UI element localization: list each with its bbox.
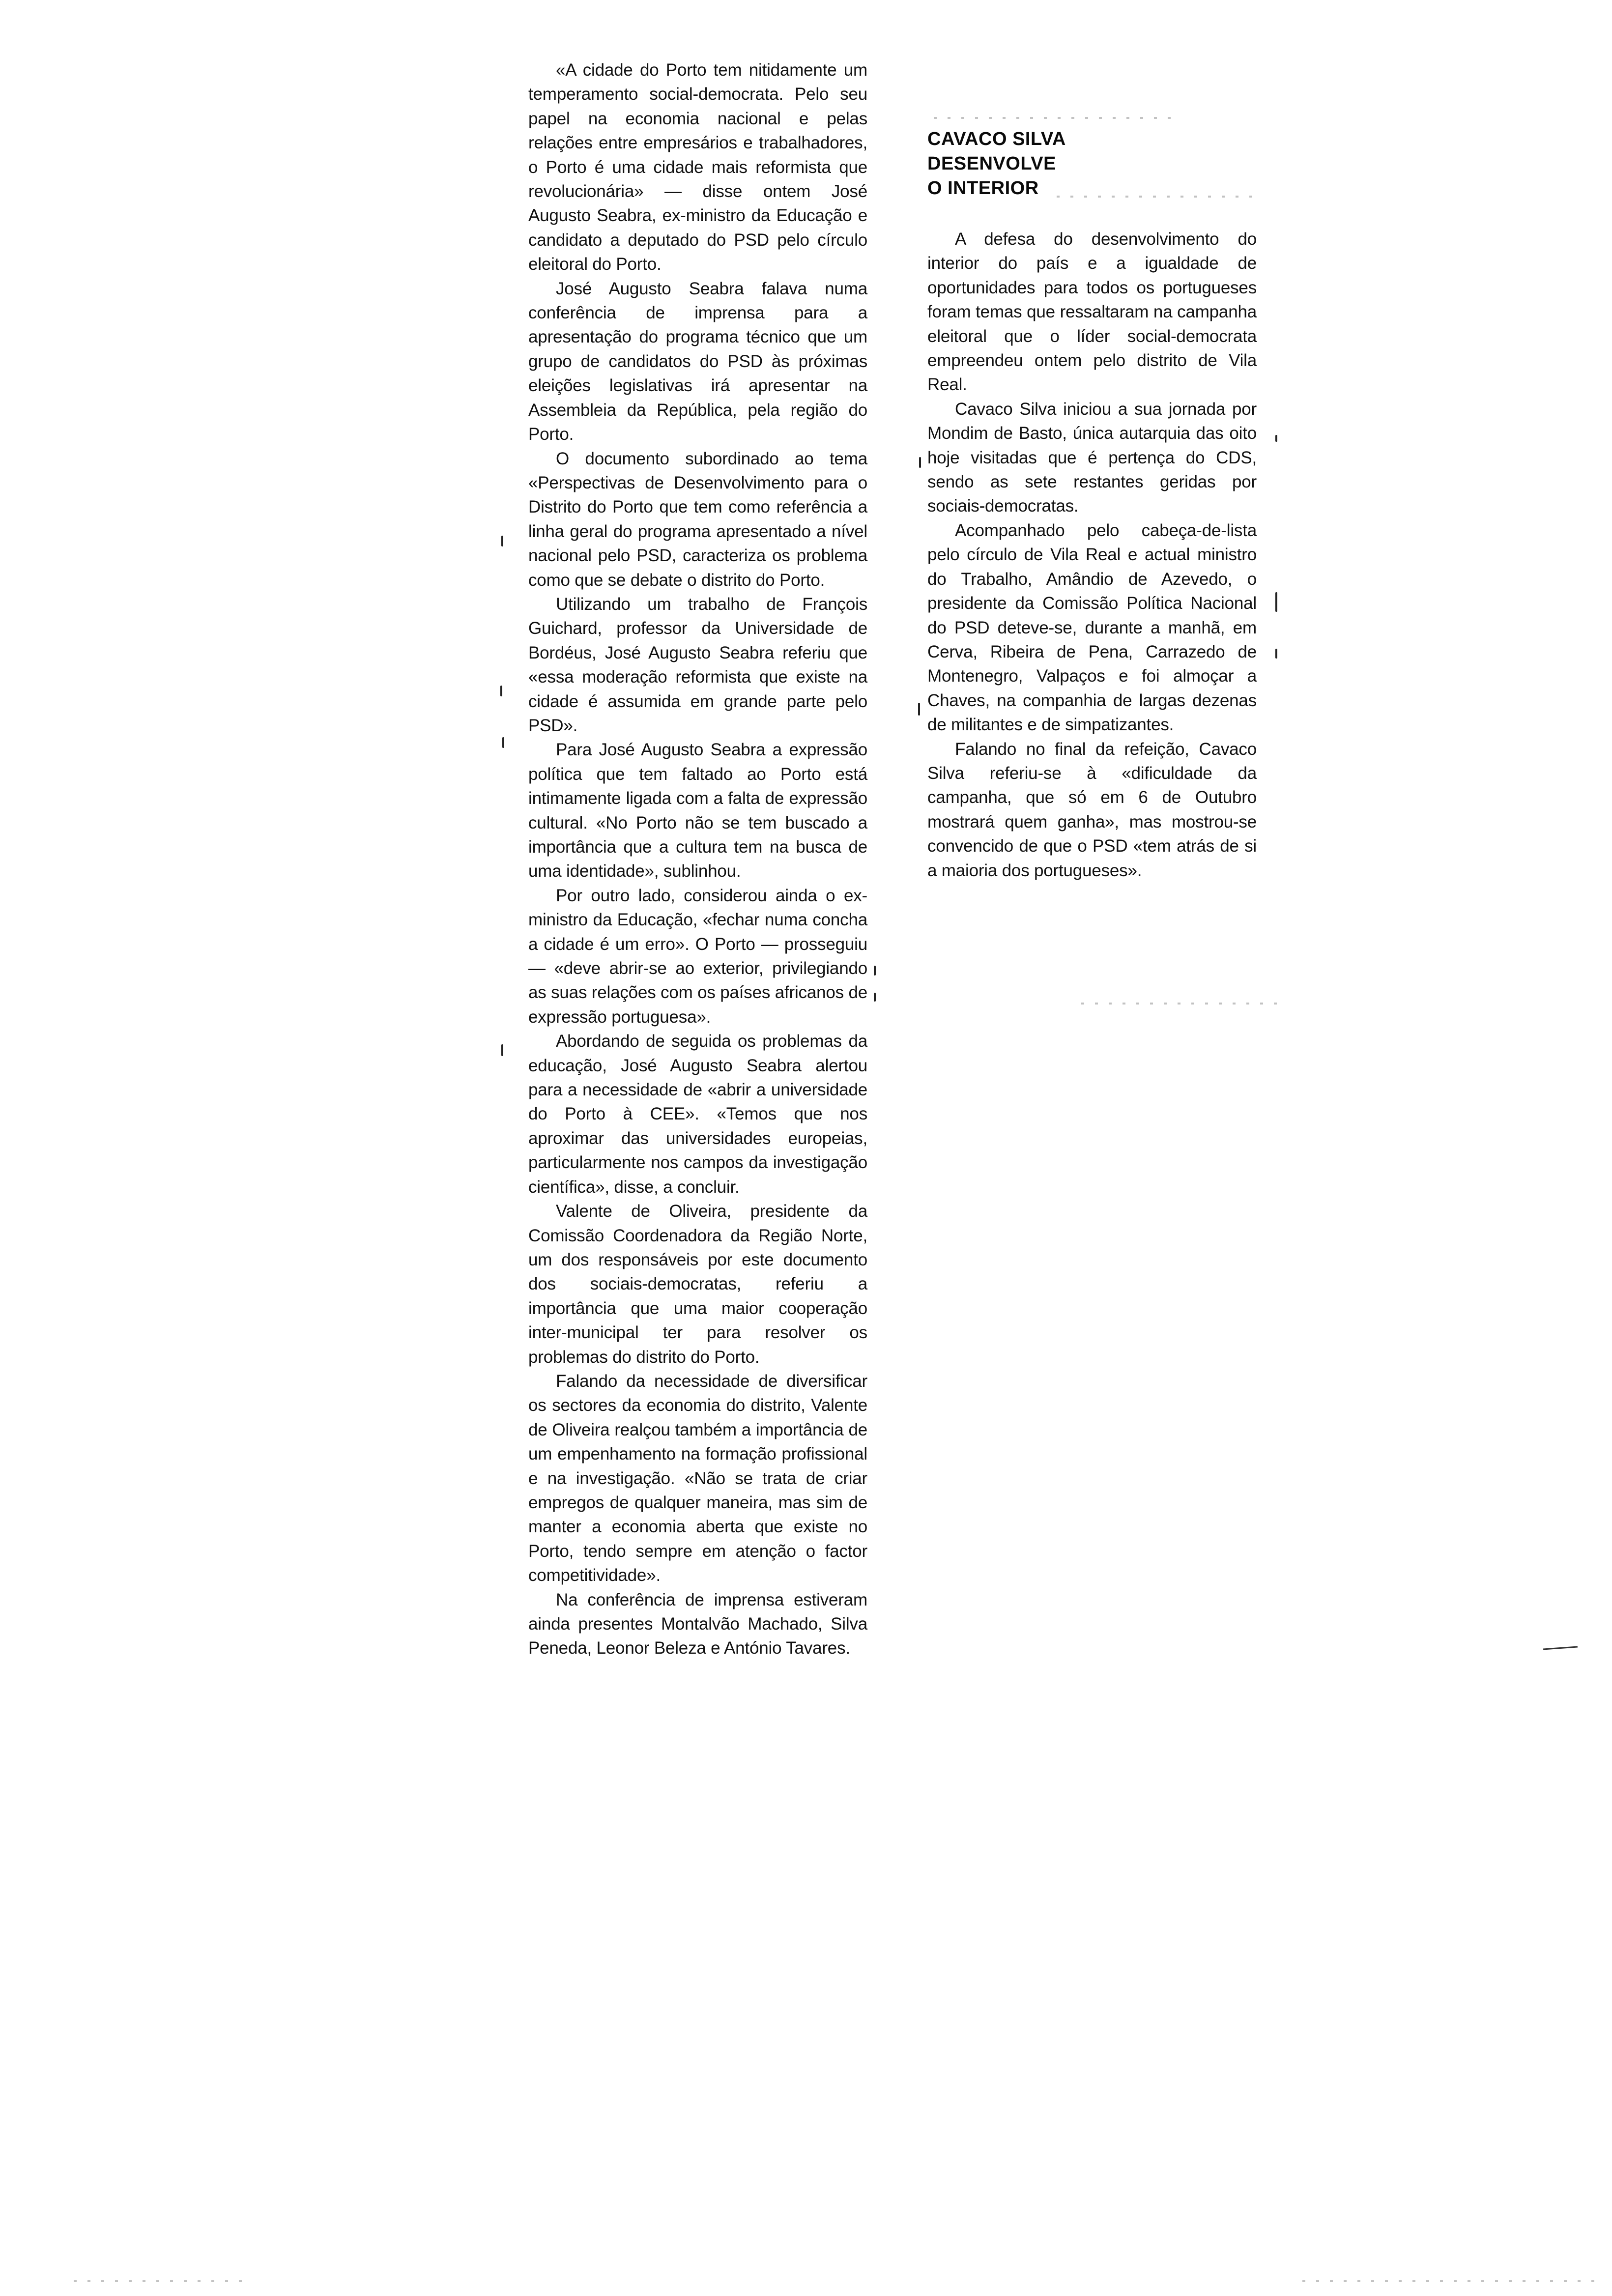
scan-speck (1275, 435, 1277, 442)
scan-noise (1057, 196, 1253, 198)
article-paragraph: Abordando de seguida os problemas da educação, José Augusto Seabra alertou para a necessidade de «abrir a universidade do Porto à CEE». «Temos que nos aproximar das universidades europeias, particularmente nos campos da investigação científica», disse, a concluir. (528, 1032, 867, 1197)
scan-dash (1543, 1646, 1578, 1650)
article-paragraph: Acompanhado pelo cabeça-de-lista pelo círculo de Vila Real e actual ministro do Trabalho, Amândio de Azevedo, o presidente da Comissão Política Nacional do PSD deteve-se, durante a manhã, em Cerva, Ribeira de Pena, Carrazedo de Montenegro, Valpaços e foi almoçar a Chaves, na companhia de largas dezenas de militantes e de simpatizantes. (927, 520, 1257, 735)
article-paragraph: Na conferência de imprensa estiveram ainda presentes Montalvão Machado, Silva Peneda, Leonor Beleza e António Tavares. (528, 1590, 867, 1658)
scan-speck (919, 457, 921, 468)
article-headline (927, 127, 1134, 201)
scan-speck (918, 703, 920, 716)
article-porto-column (528, 58, 867, 1661)
article-cavaco-column (927, 227, 1257, 883)
article-paragraph: «A cidade do Porto tem nitidamente um temperamento social-democrata. Pelo seu papel na economia nacional e pelas relações entre empresários e trabalhadores, o Porto é uma cidade mais reformista que revolucionária» — disse ontem José Augusto Seabra, ex-ministro da Educação e candidato a deputado do PSD pelo círculo eleitoral do Porto. (528, 60, 867, 274)
article-paragraph: Por outro lado, considerou ainda o ex-ministro da Educação, «fechar numa concha a cidade é um erro». O Porto — prosseguiu — «deve abrir-se ao exterior, privilegiando as suas relações com os países africanos de expressão portuguesa». (528, 886, 867, 1027)
article-paragraph: O documento subordinado ao tema «Perspectivas de Desenvolvimento para o Distrito do Porto que tem como referência a linha geral do programa apresentado a nível nacional pelo PSD, caracteriza os problema como que se debate o distrito do Porto. (528, 449, 867, 590)
article-paragraph: Valente de Oliveira, presidente da Comissão Coordenadora da Região Norte, um dos responsáveis por este documento dos sociais-democratas, referiu a importância que uma maior cooperação inter-municipal ter para resolver os problemas do distrito do Porto. (528, 1202, 867, 1367)
scan-speck (501, 536, 503, 546)
scan-speck (1275, 592, 1277, 612)
headline-line: O INTERIOR (927, 178, 1039, 199)
scan-noise (1081, 1003, 1278, 1004)
article-paragraph: A defesa do desenvolvimento do interior do país e a igualdade de oportunidades para todos os portugueses foram temas que ressaltaram na campanha eleitoral que o líder social-democrata empreendeu ontem pelo distrito de Vila Real. (927, 230, 1257, 395)
article-paragraph: Cavaco Silva iniciou a sua jornada por Mondim de Basto, única autarquia das oito hoje visitadas que é pertença do CDS, sendo as sete restantes geridas por sociais-democratas. (927, 399, 1257, 516)
article-paragraph: José Augusto Seabra falava numa conferência de imprensa para a apresentação do programa técnico que um grupo de candidatos do PSD às próximas eleições legislativas irá apresentar na Assembleia da República, pela região do Porto. (528, 279, 867, 444)
article-paragraph: Para José Augusto Seabra a expressão política que tem faltado ao Porto está intimamente ligada com a falta de expressão cultural. «No Porto não se tem buscado a importância que a cultura tem na busca de uma identidade», sublinhou. (528, 740, 867, 881)
scan-speck (874, 993, 876, 1002)
article-paragraph: Falando no final da refeição, Cavaco Silva referiu-se à «dificuldade da campanha, que só em 6 de Outubro mostrará quem ganha», mas mostrou-se convencido de que o PSD «tem atrás de si a maioria dos portugueses». (927, 739, 1257, 880)
article-paragraph: Falando da necessidade de diversificar os sectores da economia do distrito, Valente de Oliveira realçou também a importância de um empenhamento na formação profissional e na investigação. «Não se trata de criar empregos de qualquer maneira, mas sim de manter a economia aberta que existe no Porto, tendo sempre em atenção o factor competitividade». (528, 1371, 867, 1585)
scan-noise (1302, 2280, 1597, 2282)
headline-line: DESENVOLVE (927, 153, 1056, 174)
headline-line: CAVACO SILVA (927, 129, 1066, 149)
scan-noise (74, 2280, 246, 2282)
scan-speck (1275, 649, 1277, 659)
article-paragraph: Utilizando um trabalho de François Guichard, professor da Universidade de Bordéus, José Augusto Seabra referiu que «essa moderação reformista que existe na cidade é assumida em grande parte pelo PSD». (528, 594, 867, 735)
scan-speck (874, 966, 876, 976)
scan-noise (934, 117, 1180, 119)
scan-speck (501, 1044, 503, 1056)
scan-speck (500, 686, 502, 696)
scan-speck (502, 737, 504, 748)
